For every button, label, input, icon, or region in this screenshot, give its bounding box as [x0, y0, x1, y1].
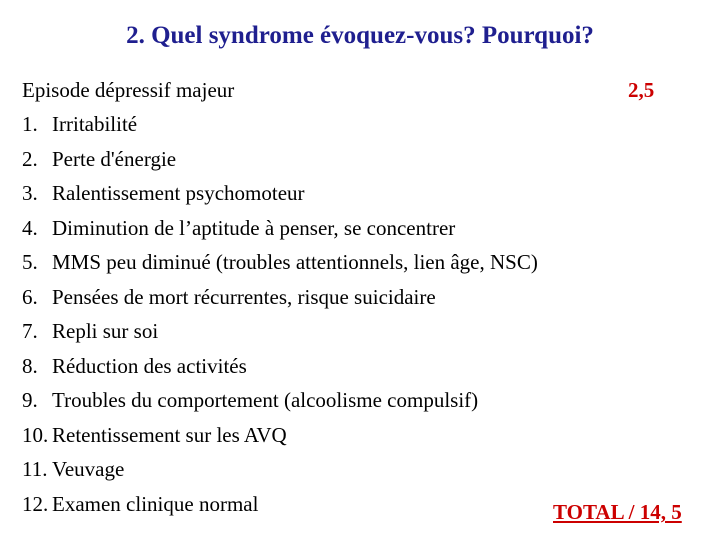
- criteria-list: [22, 107, 702, 521]
- item-number: 7.: [22, 319, 38, 343]
- list-item: [22, 452, 702, 487]
- list-item: [22, 418, 702, 453]
- item-text: Perte d'énergie: [52, 146, 177, 171]
- item-text: MMS peu diminué (troubles attentionnels, lien âge, NSC): [52, 250, 538, 274]
- slide-content: [22, 74, 702, 521]
- item-number: 4.: [22, 215, 38, 240]
- item-text: Veuvage: [52, 457, 125, 481]
- heading-row: [22, 74, 702, 107]
- item-text: Réduction des activités: [52, 353, 247, 378]
- item-text: Diminution de l’aptitude à penser, se concentrer: [52, 215, 456, 240]
- item-number: 3.: [22, 181, 38, 205]
- list-item: [22, 383, 702, 418]
- item-number: 2.: [22, 146, 38, 171]
- item-number: 8.: [22, 353, 38, 378]
- item-text: Repli sur soi: [52, 319, 159, 343]
- list-item: [22, 176, 702, 211]
- item-number: 6.: [22, 284, 38, 309]
- list-item: [22, 211, 702, 246]
- item-text: Examen clinique normal: [52, 491, 259, 516]
- list-item: [22, 349, 702, 384]
- item-number: 9.: [22, 388, 38, 412]
- list-item: [22, 314, 702, 349]
- item-text: Retentissement sur les AVQ: [52, 422, 287, 447]
- section-heading: Episode dépressif majeur: [22, 78, 235, 102]
- score-value: 2,5: [628, 78, 655, 102]
- item-text: Ralentissement psychomoteur: [52, 181, 305, 205]
- item-text: Irritabilité: [52, 112, 138, 136]
- item-text: Pensées de mort récurrentes, risque suicidaire: [52, 284, 436, 309]
- slide-title: 2. Quel syndrome évoquez-vous? Pourquoi?: [126, 22, 594, 49]
- item-number: 1.: [22, 112, 38, 136]
- item-number: 5.: [22, 250, 38, 274]
- item-number: 11.: [22, 457, 48, 481]
- item-number: 12.: [22, 491, 49, 516]
- list-item: [22, 280, 702, 315]
- list-item: [22, 142, 702, 177]
- list-item: [22, 107, 702, 142]
- item-text: Troubles du comportement (alcoolisme compulsif): [52, 388, 479, 412]
- total-score: TOTAL / 14, 5: [553, 500, 682, 524]
- item-number: 10.: [22, 422, 49, 447]
- list-item: [22, 245, 702, 280]
